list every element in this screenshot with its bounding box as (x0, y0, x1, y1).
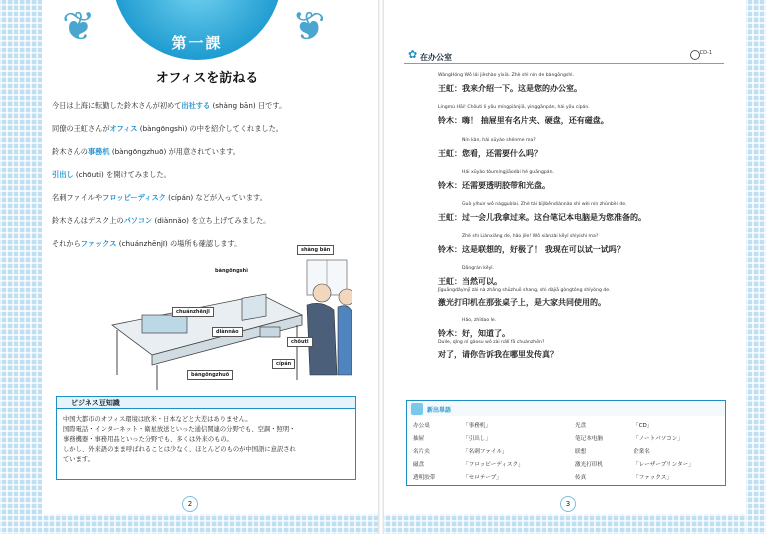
paragraph: それからファックス (chuánzhēnjī) の場所も確認します。 (52, 239, 242, 248)
dialogue-pinyin: Língmù Hāi! Chōuti li yǒu míngpiànjiā, yìnggānpán, hái yǒu cípán. (438, 105, 590, 110)
vocabulary-title: 新出単語 (427, 407, 452, 414)
business-tip-line: ています。 (63, 456, 94, 463)
dialogue-line: 过一会儿我拿过来。这台笔记本电脑是为您准备的。 (462, 213, 646, 222)
vocabulary-box (406, 400, 726, 486)
callout-chouti: chōuti (287, 337, 313, 347)
dialogue-line: 激光打印机在那张桌子上，是大家共同使用的。 (438, 298, 606, 307)
vocabulary-header (407, 401, 725, 416)
plaid-border-bottom-right (384, 514, 766, 534)
dialogue-speaker: 王虹： (438, 213, 462, 222)
dialogue-pinyin: Hǎo, zhīdao le. (462, 318, 497, 323)
business-tip-line: 事務機器・事務用品といった分野でも、多くは外来のもの。 (63, 436, 233, 443)
left-page (42, 0, 378, 514)
vocab-term: 办公桌 (413, 423, 430, 429)
dialogue-line: 对了，请你告诉我在哪里发传真？ (438, 350, 558, 359)
vocab-term: 磁盘 (413, 462, 425, 468)
vocab-term: 光盘 (575, 423, 587, 429)
business-tip-line: 中国大都市のオフィス環境は欧米・日本などと大差はありません。 (63, 416, 252, 423)
dialogue-line: 嗨！ 抽屉里有名片夹、硬盘，还有磁盘。 (462, 116, 609, 125)
lesson-title: 第一課 (171, 34, 223, 52)
office-illustration (102, 247, 352, 395)
callout-diannao: diànnǎo (212, 327, 243, 337)
vocab-definition: 「セロテープ」 (463, 475, 502, 481)
dialogue-line: 还需要透明胶带和光盘。 (462, 181, 550, 190)
dialogue-pinyin: WángHóng Wǒ lái jièshào yíxià. Zhè shì nín de bàngōngshì. (438, 73, 574, 78)
dialogue-speaker: 铃木： (438, 116, 462, 125)
business-tip-line: 国際電話・インターネット・衛星放送といった通信関連の分野でも、空調・照明・ (63, 426, 296, 433)
vocab-definition: 「レーザープリンター」 (633, 462, 694, 468)
vocab-definition: 「引出し」 (463, 436, 491, 442)
dialogue-pinyin: Duìle, qǐng nǐ gàosu wǒ zài nǎlǐ fā chuánzhēn? (438, 340, 545, 345)
lesson-subtitle: オフィスを訪ねる (155, 71, 259, 86)
right-page (384, 0, 746, 514)
dialogue-line: 您看，还需要什么吗？ (462, 149, 542, 158)
paragraph: 名刺ファイルやフロッピーディスク (cípán) などが入っています。 (52, 193, 267, 202)
dialogue-pinyin: Guò yíhuìr wǒ nágguòlai. Zhè tái bǐjìběndiànnǎo shì wèi nín zhǔnbèi de. (462, 202, 627, 207)
dialogue-line: 这是联想的，好极了！ 我现在可以试一试吗？ (462, 245, 625, 254)
dialogue-speaker: 铃木： (438, 245, 462, 254)
dialogue-pinyin: Dāngrán kěyǐ. (462, 266, 495, 271)
business-tip-line: しかし、外来語のまま呼ばれることは少なく、ほとんどのものが中国語に意訳され (63, 446, 296, 453)
business-tip-title: ビジネス豆知識 (57, 397, 355, 409)
vocab-term: 透明胶带 (413, 475, 436, 481)
vocabulary-emblem-icon (411, 403, 423, 415)
vocab-term: 名片夹 (413, 449, 430, 455)
callout-cipan: cípán (272, 359, 295, 369)
vocab-definition: 「フロッピーディスク」 (463, 462, 524, 468)
dialogue-line: 我来介绍一下。这是您的办公室。 (462, 84, 582, 93)
vocab-definition: 企業名 (633, 449, 650, 455)
callout-bangongzhuo: bàngōngzhuō (187, 370, 233, 380)
paragraph: 今日は上海に転勤した鈴木さんが初めて出社する (shàng bān) 日です。 (52, 101, 287, 110)
cd-icon (690, 50, 700, 60)
callout-shang-ban: shàng bān (297, 245, 334, 255)
vocab-definition: 「ファックス」 (633, 475, 672, 481)
swirl-ornament-right: ❦ (292, 4, 326, 50)
dialogue-pinyin: Hái xūyào tòumíngjiāodài hé guāngpán. (462, 170, 554, 175)
callout-chuanzhenji: chuánzhēnjī (172, 307, 214, 317)
cd-track-label: CD-1 (699, 50, 712, 56)
vocab-term: 联想 (575, 449, 587, 455)
vocab-definition: 「事務机」 (463, 423, 491, 429)
dialogue-speaker: 王虹： (438, 84, 462, 93)
vocab-definition: 「ノートパソコン」 (633, 436, 683, 442)
dialogue-speaker: 王虹： (438, 149, 462, 158)
dialogue-line: 好，知道了。 (462, 329, 510, 338)
plaid-border-bottom-left (0, 514, 380, 534)
callout-bangongshi: bàngōngshì (215, 268, 248, 274)
plaid-border-left (0, 0, 42, 534)
dialogue-pinyin: Zhè shì Liánxiǎng de, hǎo jíle! Wǒ xiànzài kěyǐ shìyishì ma? (462, 234, 599, 239)
scene-heading: 在办公室 (420, 53, 452, 62)
dialogue-speaker: 王虹： (438, 277, 462, 286)
leaf-icon: ✿ (408, 48, 418, 61)
vocab-term: 激光打印机 (575, 462, 603, 468)
swirl-ornament-left: ❦ (62, 4, 96, 50)
paragraph: 鈴木さんはデスク上のパソコン (diànnǎo) を立ち上げてみました。 (52, 216, 271, 225)
vocab-definition: 「CD」 (633, 423, 653, 429)
heading-rule (404, 63, 724, 64)
dialogue-pinyin: Nín kàn, hái xūyào shénme ma? (462, 138, 536, 143)
business-tip-box (56, 396, 356, 480)
dialogue-speaker: 铃木： (438, 181, 462, 190)
paragraph: 鈴木さんの事務机 (bàngōngzhuō) が用意されています。 (52, 147, 240, 156)
page-number: 3 (560, 496, 576, 512)
vocab-definition: 「名刺ファイル」 (463, 449, 508, 455)
plaid-border-right (746, 0, 766, 534)
vocab-term: 传真 (575, 475, 587, 481)
dialogue-line: 当然可以。 (462, 277, 502, 286)
page-number: 2 (182, 496, 198, 512)
dialogue-pinyin: Jīguāngdǎyìnjī zài nà zhāng shūzhuō shang, shì dàjiā gòngtóng shǐyòng de. (438, 288, 611, 293)
paragraph: 引出し (chōuti) を開けてみました。 (52, 170, 171, 179)
vocab-term: 笔记本电脑 (575, 436, 603, 442)
paragraph: 同僚の王虹さんがオフィス (bàngōngshì) の中を紹介してくれました。 (52, 124, 283, 133)
dialogue-speaker: 铃木： (438, 329, 462, 338)
vocab-term: 抽屉 (413, 436, 425, 442)
